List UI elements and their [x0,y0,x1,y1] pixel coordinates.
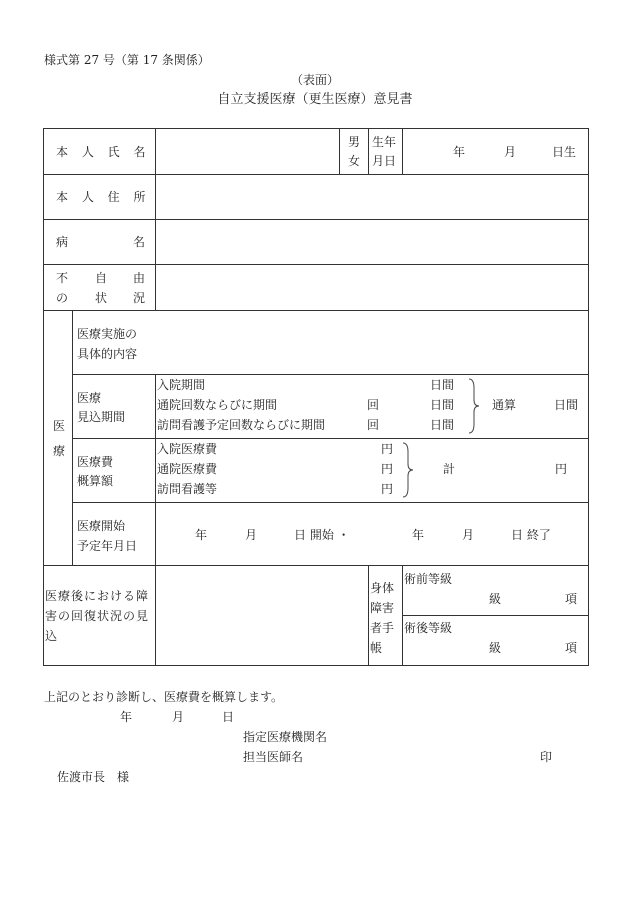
seal-mark: 印 [540,750,553,764]
birth-month: 月 [504,145,517,159]
period-item-1: 入院期間 [157,378,206,392]
period-total-unit: 日間 [554,398,579,412]
footer-day: 日 [222,710,235,724]
birth-label-top: 生年 [372,135,397,149]
start-year: 年 [195,528,208,542]
medical-group-label-bottom: 療 [53,444,66,458]
start-label-1: 医療開始 [77,519,126,533]
content-label-2: 具体的内容 [77,347,138,361]
period-total-label: 通算 [492,398,517,412]
footer-month: 月 [172,710,185,724]
period-item-2: 通院回数ならびに期間 [157,398,278,412]
birth-year: 年 [453,145,466,159]
before-grade-label: 術前等級 [404,572,453,586]
disease-label-right: 名 [133,235,146,249]
cost-brace-icon [402,442,414,498]
handbook-label-2: 障害 [370,601,395,615]
statement: 上記のとおり診断し、医療費を概算します。 [44,690,284,704]
doctor-label: 担当医師名 [243,750,304,764]
address-field[interactable] [156,175,588,219]
before-grade-unit: 級 [489,592,502,606]
cost-item-3-unit: 円 [381,482,394,496]
start-day: 日 開始 ・ [294,528,350,542]
recovery-label-1: 医療後における障 [45,589,150,603]
sex-male[interactable]: 男 [348,135,361,149]
handbook-label-3: 者手 [370,621,395,635]
cost-total-label: 計 [443,462,456,476]
cost-label-2: 概算額 [77,474,114,488]
handbook-label-4: 帳 [370,641,383,655]
name-label: 本 人 氏 名 [56,145,151,159]
birth-label-bottom: 月日 [372,154,397,168]
cost-item-1-unit: 円 [381,442,394,456]
period-brace-icon [468,378,480,434]
cost-item-2: 通院医療費 [157,462,218,476]
disability-label-1a: 不 [56,271,69,285]
period-item-3-times: 回 [367,418,380,432]
disease-label-left: 病 [56,235,69,249]
period-item-2-times: 回 [367,398,380,412]
period-label-1: 医療 [77,391,102,405]
end-day: 日 終了 [511,528,551,542]
cost-item-3: 訪問看護等 [157,482,218,496]
disability-label-2a: の [56,291,69,305]
addressee: 佐渡市長 様 [57,770,130,784]
disease-field[interactable] [156,220,588,264]
name-field[interactable] [156,129,339,174]
medical-group-label-top: 医 [53,419,66,433]
cost-total-unit: 円 [555,462,568,476]
address-label: 本 人 住 所 [56,190,151,204]
end-year: 年 [412,528,425,542]
disability-label-2c: 況 [133,291,146,305]
period-label-2: 見込期間 [77,410,126,424]
birth-day: 日生 [552,145,577,159]
content-label-1: 医療実施の [77,327,138,341]
period-item-2-unit: 日間 [430,398,455,412]
form-title: 自立支援医療（更生医療）意見書 [217,92,413,107]
before-item-unit: 項 [565,592,578,606]
disability-label-2b: 状 [95,291,108,305]
start-month: 月 [245,528,258,542]
after-grade-label: 術後等級 [404,621,453,635]
end-month: 月 [462,528,475,542]
form-side: （表面） [290,73,339,87]
disability-label-1c: 由 [133,271,146,285]
content-field[interactable] [156,311,588,374]
recovery-field[interactable] [156,566,368,665]
recovery-label-3: 込 [45,629,58,643]
handbook-label-1: 身体 [370,581,395,595]
after-grade-unit: 級 [489,641,502,655]
cost-item-1: 入院医療費 [157,442,218,456]
start-label-2: 予定年月日 [77,539,138,553]
period-item-3-unit: 日間 [430,418,455,432]
recovery-label-2: 害の回復状況の見 [45,609,150,623]
institution-label: 指定医療機関名 [243,730,328,744]
sex-female[interactable]: 女 [348,154,361,168]
cost-label-1: 医療費 [77,455,114,469]
period-item-1-unit: 日間 [430,378,455,392]
disability-label-1b: 自 [95,271,108,285]
period-item-3: 訪問看護予定回数ならびに期間 [157,418,326,432]
form-number: 様式第 27 号（第 17 条関係） [44,53,210,67]
footer-year: 年 [120,710,133,724]
disability-field[interactable] [156,265,588,310]
cost-item-2-unit: 円 [381,462,394,476]
after-item-unit: 項 [565,641,578,655]
